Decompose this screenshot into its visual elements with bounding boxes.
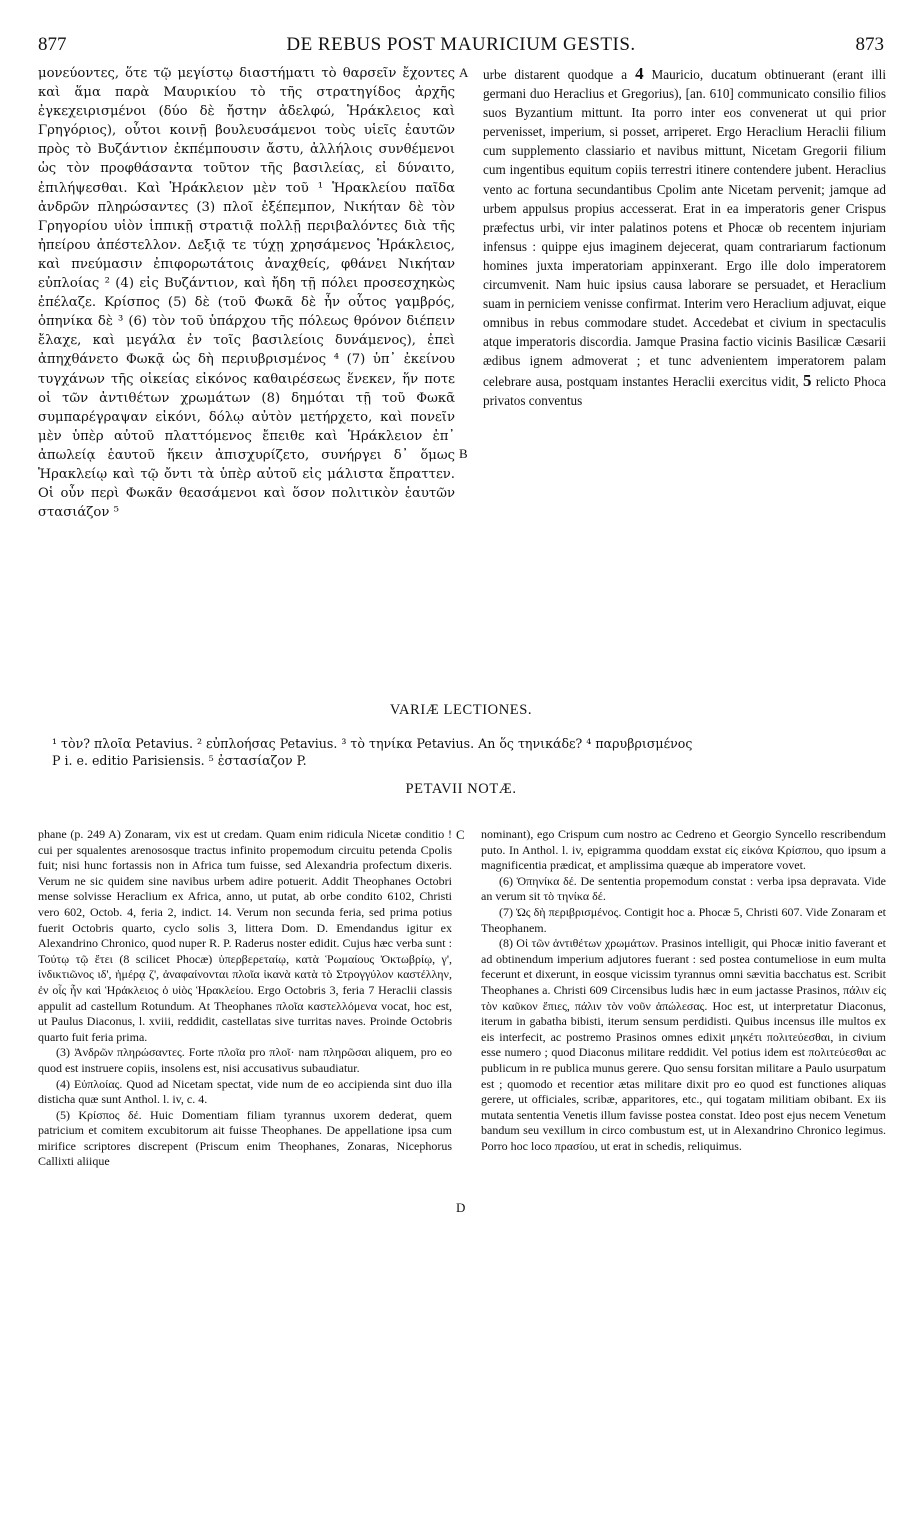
latin-text-start: urbe distarent quodque a [483, 67, 628, 82]
latin-text-body: Mauricio, ducatum obtinuerant (erant illi germani duo Heraclius et Gregorius), [an. 610] communicato consilio filios suos Byzantium mittunt. Ita porro inter eos convenerat ut qui prior pervenisset, imperium, si posset, arriperet. Ergo Heraclium Heraclii filium cum supplemento classiario et navibus mittunt, Nicetam Gregorii filium cum ingentibus equitum copiis terrestri itinere contendere jubent. Heraclius vento ac fortuna secundantibus Cpolim ante Nicetam pervenit; jamque ad urbem appulsus propius accesserat. Erat in ea imperatoris gener Crispus præfectus urbi, vir inter palatinos potens et Phocæ ob recentem injuriam infensus : quippe ejus imaginem dejecerat, quam contrariarum factionum homines juxta imperatoriam appinxerant. Ergo ille dolo imperatorem circumvenit. Nam huic ipsius causa laborare se persuadet, et Heraclium suam in perniciem venisse confirmat. Interim vero Heraclium adjuvat, eique omnibus in rebus commodare studet. Accedebat et civium in spectaculis atque imperatoris discordia. Jamque Prasina factio vicinis Basilicæ Cæsarii ædibus ignem admoverat ; et tunc advenientem imperatorem palam celebrare ausa, postquam instantes Heraclii exercitus vidit, [483, 67, 886, 389]
section-number-5: 5 [803, 370, 812, 390]
variae-lectiones [52, 735, 886, 769]
note-paragraph: (3) Ἀνδρῶν πληρώσαντες. Forte πλοῖα pro πλοῖ· nam πληρῶσαι aliquem, pro eo quod est instruere copiis, insolens est, nisi accusativus subaudiatur. [38, 1045, 452, 1075]
page-number-right: 873 [855, 34, 884, 55]
greek-paragraph: μονεύοντες, ὅτε τῷ μεγίστῳ διαστήματι τὸ θαρσεῖν ἔχοντες καὶ ἅμα παρὰ Μαυρικίου τὸ τῆς στρατηγίδος ἀρχῆς ἐγκεχειρισμένοι (δύο δὲ ἤστην ἀδελφώ, Ἡράκλειος καὶ Γρηγόριος), οὗτοι κοινῇ βουλευσάμενοι τοὺς υἱεῖς ἑαυτῶν πρὸς τὸ Βυζάντιον ἐκπέμπουσιν ἄστυ, ἀλλήλοις συνθέμενοι ὡς τὸν προφθάσαντα τοῦτον τῆς βασιλείας, εἰ δύναιτο, ἐπιλήψεσθαι. Καὶ Ἡράκλειον μὲν τοῦ ¹ Ἡρακλείου παῖδα ἀνδρῶν πληρώσαντες (3) πλοῖ ἐξέπεμπον, Νικήταν δὲ τὸν Γρηγορίου υἱὸν ἱππικῇ στρατιᾷ πολλῇ περιβαλόντες διὰ τῆς ἠπείρου ἀπέστελλον. Δεξιᾷ τε τύχῃ χρησάμενος Ἡράκλειος, καὶ πνεύμασιν ἐπιφορωτάτοις ἀναχθείς, φθάνει Νικήταν εὐπλοίας ² (4) εἰς Βυζάντιον, καὶ ἤδη τῇ πόλει προσεσχηκὼς ἐπέλαζε. Κρίσπος (5) δὲ (τοῦ Φωκᾶ δὲ ἦν οὗτος γαμβρός, ὁπηνίκα δὲ ³ (6) τὸν τοῦ ὑπάρχου τῆς πόλεως θρόνον διέπειν ἔλαχε, καὶ μεγάλα ἐν τοῖς βασιλείοις δυνάμενος), ἐπεὶ ἀπηχθάνετο Φωκᾷ ὡς δὴ περιυβρισμένος ⁴ (7) ὑπ᾿ ἐκείνου τυγχάνων τῆς οἰκείας εἰκόνος καθαιρέσεως ἕνεκεν, ἥν ποτε οἱ τῶν ἀντιθέτων χρωμάτων (8) δημόται τῇ τοῦ Φωκᾶ συμπαρέγραψαν εἰκόνι, δόλῳ αὐτὸν μετήρχετο, καὶ πονεῖν μὲν ὑπὲρ αὐτοῦ πλαττόμενος ἔπειθε καὶ Ἡράκλειον ἐπ᾿ ἀπωλείᾳ ἑαυτοῦ ἥκειν ἀπισχυρίζετο, συνήργει δ᾿ ὅμως Ἡρακλείῳ καὶ τῷ ὄντι τὰ ὑπὲρ αὐτοῦ εἰς μάλιστα ἔπραττεν. Οἱ οὖν περὶ Φωκᾶν θεασάμενοι καὶ ὅσον πολιτικὸν ἑαυτῶν στασιάζον ⁵ [38, 66, 455, 521]
variae-line-1: ¹ τὸν? πλοῖα Petavius. ² εὐπλοήσας Petavius. ³ τὸ τηνίκα Petavius. An ὅς τηνικάδε? ⁴ παρυβρισμένος [52, 736, 693, 751]
margin-marker-b: B [459, 446, 468, 461]
note-paragraph: phane (p. 249 A) Zonaram, vix est ut credam. Quam enim ridicula Nicetæ conditio ! cui per squalentes arenososque tractus infinito propemodum circuitu petenda Cpolis fuit; nisi hunc fortassis non in Africa tum fuisse, sed Alexandria profectum dixeris. Verum ne sic quidem sine navibus urbem adire potuerit. Addit Theophanes Octobri mense solvisse Heraclium ex Africa, anno, ut putat, ab orbe condito 6102, Christi vero 602, Octob. 4, feria 2, indict. 14. Verum non secunda feria, sed prima potius fuerit Octobris quarto, cyclo solis 3, littera Dom. D. Emendandus igitur ex Alexandrino Chronico, quod nuper R. P. Raderus noster edidit. Cujus hæc verba sunt : Τούτῳ τῷ ἔτει (8 scilicet Phocæ) ὑπερβερεταίῳ, κατὰ Ῥωμαίους Ὀκτωβρίῳ, γ', ἰνδικτιῶνος ιδ', ἡμέρᾳ ζ', ἀναφαίνονται πλοῖα ἱκανὰ κατὰ τὸ Στρογγύλον καστέλλην, ἐν οἷς ἦν καὶ Ἡράκλειος ὁ υἱὸς Ἡρακλείου. Ergo Octobris 3, feria 7 Heraclii classis appulit ad castellum Rotundum. At Theophanes πλοῖα καστελλόμενα vocat, hoc est, ut Paulus Diaconus, l. xviii, reddidit, castellatas sive turritas naves. Proinde Octobris quarto fuit feria prima. [38, 827, 452, 1044]
margin-marker-a: A [459, 65, 469, 80]
variae-line-2: P i. e. editio Parisiensis. ⁵ ἐστασίαζον P. [52, 753, 307, 768]
latin-text-end: relicto Phoca privatos conventus [483, 373, 887, 408]
note-paragraph: nominant), ego Crispum cum nostro ac Cedreno et Georgio Syncello rescribendum puto. In Anthol. l. iv, epigramma quoddam exstat εἰς εἰκόνα Κρίσπου, quo ipsum a magnificentia prædicat, et amplissima quæque ab imperatore vovet. [481, 827, 886, 873]
note-paragraph: (6) Ὁπηνίκα δέ. De sententia propemodum constat : verba ipsa depravata. Vide an verum sit τὸ τηνίκα δέ. [481, 873, 886, 904]
running-title: DE REBUS POST MAURICIUM GESTIS. [286, 34, 636, 55]
margin-marker-d: D [456, 1200, 466, 1215]
page-number-left: 877 [38, 34, 67, 55]
note-paragraph: (7) Ὡς δὴ περιβρισμένος. Contigit hoc a. Phocæ 5, Christi 607. Vide Zonaram et Theophanem. [481, 904, 886, 935]
notes-right-column [481, 827, 886, 1154]
page-header [38, 34, 884, 60]
note-paragraph: (5) Κρίσπος δέ. Huic Domentiam filiam tyrannus uxorem dederat, quem patricium et comitem excubitorum ait fuisse Theophanes. De appellatione ipsa cum mirifice scriptores discrepent (Priscum enim Theophanes, Zonaras, Nicephorus Callixti aliique [38, 1107, 452, 1169]
variae-lectiones-heading: VARIÆ LECTIONES. [389, 702, 533, 718]
latin-paragraph [483, 64, 886, 410]
latin-text-column [483, 64, 886, 410]
section-number-4: 4 [635, 64, 644, 83]
margin-marker-c: C [456, 827, 465, 842]
note-paragraph: (4) Εὐπλοίας. Quod ad Nicetam spectat, vide num de eo accipienda sint duo illa disticha quæ sunt Anthol. l. iv, c. 4. [38, 1076, 452, 1107]
petavii-notae-heading: PETAVII NOTÆ. [405, 781, 517, 797]
note-paragraph: (8) Οἱ τῶν ἀντιθέτων χρωμάτων. Prasinos intelligit, qui Phocæ initio faverant et ad obtinendum imperium adjutores fuerant : sed postea contumeliose in eum multa fecerunt et dixerunt, in eosque vicissim tyrannus omni sævitia bacchatus est. Scribit Theophanes a. Christi 609 Circensibus ludis hæc in eum jactasse Prasinos, πάλιν εἰς τὸν καῦκον ἔπιες, πάλιν τὸν νοῦν ἀπώλεσας. Hoc est, ut interpretatur Diaconus, iterum in gabatha bibisti, iterum sensum perdidisti. Quibus incensus ille multos ex eis interfecit, ac postremo Prasinos omnes edixit μηκέτι πολιτεύεσθαι, in civium esse numero ; quod Diaconus militare reddidit. Vel potius idem est πολιτεύεσθαι ac publicum in re publica munus gerere. Quo sensu forsitan militare a Paulo usurpatum est ; quomodo et recentior ætas militare dixit pro eo quod est functiones aliquas gerere, ut officiales, scribæ, apparitores, etc., qui togatam militiam obibant. Ex iis mutata sententia Venetis illum favisse postea constat. Ideo post ejus necem Venetum bandum seu vexillum in circo combustum est, ut in Alexandrino Chronico legimus. Porro hoc loco πρασίου, ut erat in schedis, reliquimus. [481, 936, 886, 1153]
notes-left-column [38, 827, 452, 1170]
greek-text-column [38, 64, 455, 522]
